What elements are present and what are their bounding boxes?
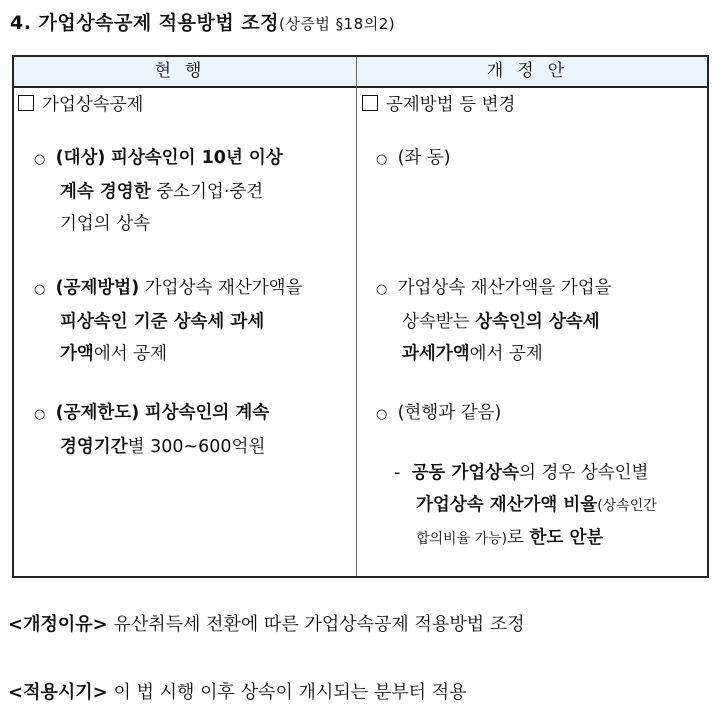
circle-bullet-icon: ○ bbox=[34, 282, 46, 297]
footer-reason bbox=[8, 610, 525, 636]
item-line: 기업의 상속 bbox=[60, 214, 151, 234]
item-line: 가액에서 공제 bbox=[60, 344, 167, 364]
item-line-small: 합의비율 가능) bbox=[416, 531, 508, 547]
item-line: (현행과 같음) bbox=[397, 403, 502, 423]
proposed-item-method bbox=[376, 272, 612, 370]
proposed-section-label: 공제방법 등 변경 bbox=[386, 95, 516, 115]
circle-bullet-icon: ○ bbox=[376, 152, 388, 167]
item-line: 공동 가업상속의 경우 상속인별 bbox=[411, 463, 649, 483]
item-line: 피상속인의 계속 bbox=[144, 403, 270, 423]
table-header bbox=[14, 57, 707, 88]
header-current: 현행 bbox=[154, 61, 216, 81]
item-line: 경영기간별 300~600억원 bbox=[60, 437, 266, 457]
current-item-target bbox=[34, 142, 283, 240]
circle-bullet-icon: ○ bbox=[34, 152, 46, 167]
item-line: (좌 동) bbox=[397, 148, 451, 168]
item-line: 가업상속 재산가액을 bbox=[144, 278, 303, 298]
item-label: (공제방법) bbox=[55, 278, 140, 298]
item-line: 가업상속 재산가액을 가업을 bbox=[397, 278, 612, 298]
column-divider bbox=[356, 57, 357, 576]
item-line-bold: 가업상속 재산가액 비율 bbox=[416, 495, 598, 515]
item-line: 중소기업·중견 bbox=[156, 182, 264, 202]
item-label: (대상) bbox=[55, 148, 106, 168]
item-line: 상속받는 상속인의 상속세 bbox=[402, 312, 600, 332]
current-item-limit bbox=[34, 397, 269, 463]
circle-bullet-icon: ○ bbox=[376, 407, 388, 422]
footer-label: <개정이유> bbox=[8, 614, 108, 635]
item-line-bold: 계속 경영한 bbox=[60, 182, 151, 202]
page-title bbox=[10, 8, 395, 35]
footer-label: <적용시기> bbox=[8, 682, 108, 703]
current-section-label: 가업상속공제 bbox=[42, 95, 144, 115]
item-label: (공제한도) bbox=[55, 403, 140, 423]
footer-effective-date bbox=[8, 678, 467, 704]
item-line: 피상속인이 10년 이상 bbox=[110, 148, 283, 168]
checkbox-square-icon bbox=[362, 95, 378, 111]
header-proposed: 개정안 bbox=[486, 61, 579, 81]
title-main: 4. 가업상속공제 적용방법 조정 bbox=[10, 12, 280, 34]
item-line-bold: 한도 안분 bbox=[529, 528, 604, 548]
proposed-section-title bbox=[362, 89, 515, 121]
comparison-table bbox=[12, 55, 709, 578]
proposed-item-limit bbox=[376, 397, 501, 431]
footer-text: 유산취득세 전환에 따른 가업상속공제 적용방법 조정 bbox=[113, 614, 525, 635]
title-sub: (상증법 §18의2) bbox=[279, 15, 396, 33]
proposed-item-same bbox=[376, 142, 451, 176]
circle-bullet-icon: ○ bbox=[376, 282, 388, 297]
current-item-method bbox=[34, 272, 303, 370]
item-line: 로 bbox=[507, 528, 524, 548]
item-line: 과세가액에서 공제 bbox=[402, 344, 543, 364]
proposed-dash-item bbox=[394, 457, 657, 555]
item-line: 피상속인 기준 상속세 과세 bbox=[60, 312, 265, 332]
dash-bullet: - bbox=[394, 463, 401, 483]
item-line-small: (상속인간 bbox=[597, 498, 657, 514]
current-section-title bbox=[18, 89, 143, 121]
circle-bullet-icon: ○ bbox=[34, 407, 46, 422]
footer-text: 이 법 시행 이후 상속이 개시되는 분부터 적용 bbox=[113, 682, 467, 703]
checkbox-square-icon bbox=[18, 95, 34, 111]
